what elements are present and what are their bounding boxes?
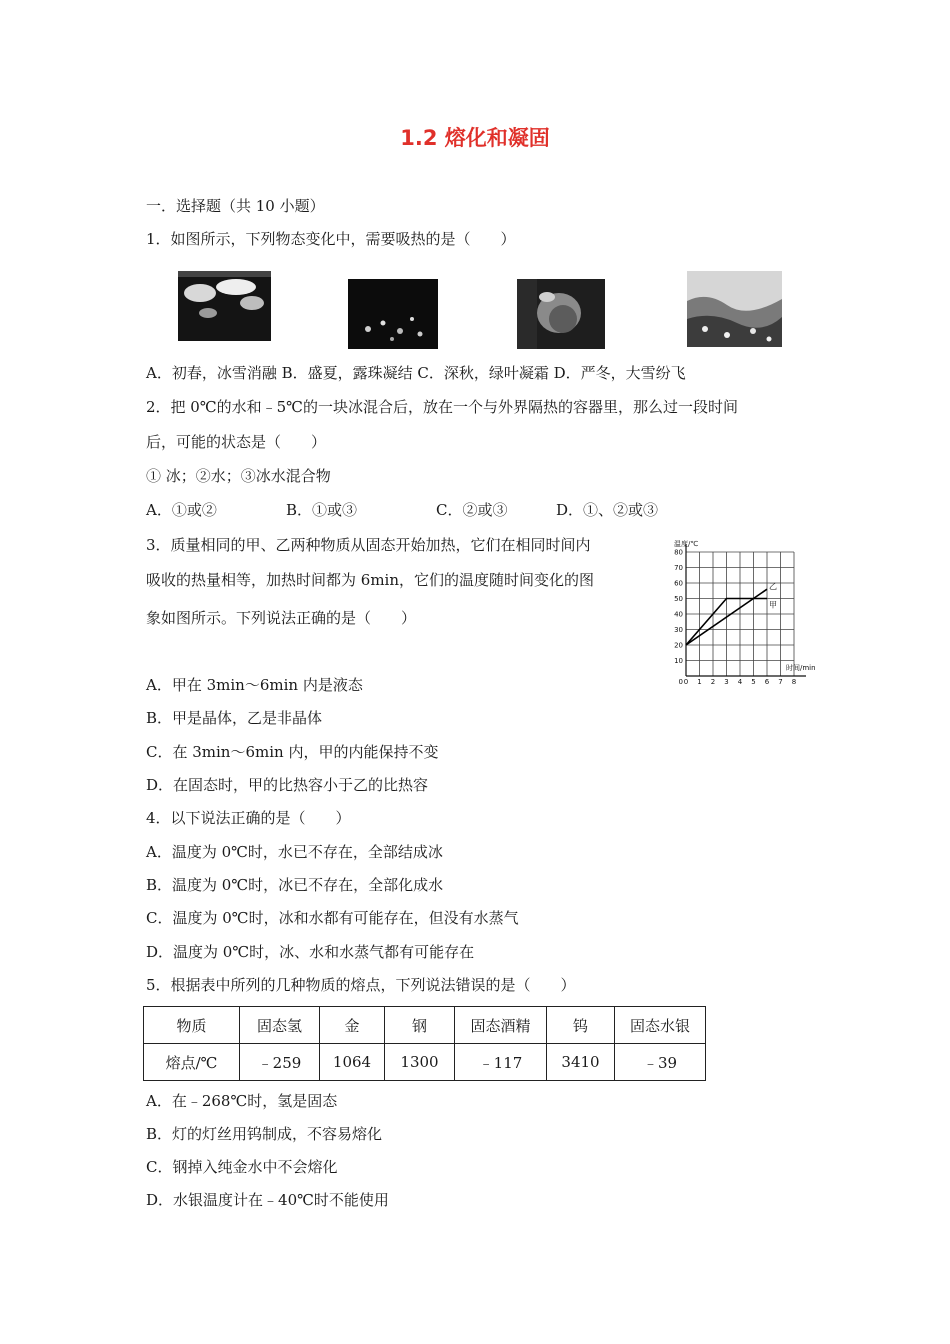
table-cell: 物质 xyxy=(144,1007,240,1044)
temperature-time-chart xyxy=(662,534,830,686)
table-cell: 钢 xyxy=(385,1007,455,1044)
table-header-row xyxy=(144,1007,706,1044)
spring-snow-melting-photo xyxy=(178,271,271,341)
q3-option-b: B．甲是晶体，乙是非晶体 xyxy=(146,709,323,727)
table-cell: 固态氢 xyxy=(240,1007,320,1044)
q4-option-c: C．温度为 0℃时，冰和水都有可能存在，但没有水蒸气 xyxy=(146,909,519,927)
x-tick-label: 7 xyxy=(778,678,783,686)
y-tick-label: 30 xyxy=(674,626,683,634)
table-cell: 固态酒精 xyxy=(455,1007,547,1044)
section-heading: 一．选择题（共 10 小题） xyxy=(146,197,325,215)
winter-snowfall-photo xyxy=(687,271,782,347)
x-tick-label: 0 xyxy=(683,678,689,686)
table-cell: ﹣259 xyxy=(240,1044,320,1081)
q2-stem-line2: 后，可能的状态是（ ） xyxy=(146,433,327,451)
q4-option-d: D．温度为 0℃时，冰、水和水蒸气都有可能存在 xyxy=(146,943,475,961)
table-cell: ﹣117 xyxy=(455,1044,547,1081)
x-tick-label: 3 xyxy=(724,678,729,686)
table-cell: 金 xyxy=(320,1007,385,1044)
table-cell: 熔点/℃ xyxy=(144,1044,240,1081)
q3-option-c: C．在 3min～6min 内，甲的内能保持不变 xyxy=(146,743,439,761)
q3-option-d: D．在固态时，甲的比热容小于乙的比热容 xyxy=(146,776,429,794)
x-axis-label: 时间/min xyxy=(786,664,816,672)
x-tick-label: 5 xyxy=(751,678,756,686)
x-tick-label: 1 xyxy=(697,678,702,686)
y-tick-label: 40 xyxy=(674,610,683,619)
x-tick-label: 8 xyxy=(791,678,797,686)
y-tick-label: 50 xyxy=(674,595,683,603)
x-tick-label: 2 xyxy=(710,678,716,686)
summer-dew-photo xyxy=(348,279,438,349)
series-label: 甲 xyxy=(769,600,777,610)
q3-stem-line2: 吸收的热量相等，加热时间都为 6min，它们的温度随时间变化的图 xyxy=(146,571,594,589)
table-cell: ﹣39 xyxy=(615,1044,706,1081)
y-tick-label: 80 xyxy=(674,548,683,557)
q2-stem-line1: 2．把 0℃的水和﹣5℃的一块冰混合后，放在一个与外界隔热的容器里，那么过一段时间 xyxy=(146,398,738,416)
q4-option-a: A．温度为 0℃时，水已不存在，全部结成冰 xyxy=(146,843,443,861)
q5-option-c: C．钢掉入纯金水中不会熔化 xyxy=(146,1158,338,1176)
page-title: 1.2 熔化和凝固 xyxy=(400,126,550,150)
y-tick-label: 60 xyxy=(674,579,683,588)
table-cell: 3410 xyxy=(547,1044,615,1081)
q2-option-b: B．①或③ xyxy=(286,501,358,519)
q4-stem: 4．以下说法正确的是（ ） xyxy=(146,809,351,827)
q1-options: A．初春，冰雪消融 B．盛夏，露珠凝结 C．深秋，绿叶凝霜 D．严冬，大雪纷飞 xyxy=(146,364,686,382)
table-row xyxy=(144,1044,706,1081)
q3-stem-line1: 3．质量相同的甲、乙两种物质从固态开始加热，它们在相同时间内 xyxy=(146,536,591,554)
q2-option-a: A．①或② xyxy=(146,501,217,519)
table-cell: 1064 xyxy=(320,1044,385,1081)
melting-point-table xyxy=(143,1006,706,1081)
q5-option-a: A．在﹣268℃时，氢是固态 xyxy=(146,1092,338,1110)
x-tick-label: 6 xyxy=(764,678,770,686)
y-tick-label: 20 xyxy=(674,641,683,650)
y-axis-label: 温度/℃ xyxy=(674,540,699,548)
series-label: 乙 xyxy=(769,582,777,592)
table-cell: 1300 xyxy=(385,1044,455,1081)
q3-stem-line3: 象如图所示。下列说法正确的是（ ） xyxy=(146,609,417,627)
y-tick-label: 10 xyxy=(674,657,683,665)
q5-stem: 5．根据表中所列的几种物质的熔点，下列说法错误的是（ ） xyxy=(146,976,576,994)
q5-option-b: B．灯的灯丝用钨制成，不容易熔化 xyxy=(146,1125,383,1143)
table-cell: 钨 xyxy=(547,1007,615,1044)
q1-stem: 1．如图所示，下列物态变化中，需要吸热的是（ ） xyxy=(146,230,516,248)
origin-label: 0 xyxy=(678,678,683,686)
q2-states: ① 冰；②水；③冰水混合物 xyxy=(146,467,331,485)
x-tick-label: 4 xyxy=(737,678,743,686)
y-tick-label: 70 xyxy=(674,564,683,572)
q5-option-d: D．水银温度计在﹣40℃时不能使用 xyxy=(146,1191,389,1209)
q3-option-a: A．甲在 3min～6min 内是液态 xyxy=(146,676,363,694)
q2-option-c: C．②或③ xyxy=(436,501,508,519)
q2-option-d: D．①、②或③ xyxy=(556,501,659,519)
q4-option-b: B．温度为 0℃时，冰已不存在，全部化成水 xyxy=(146,876,444,894)
table-cell: 固态水银 xyxy=(615,1007,706,1044)
autumn-frost-leaf-photo xyxy=(517,279,605,349)
